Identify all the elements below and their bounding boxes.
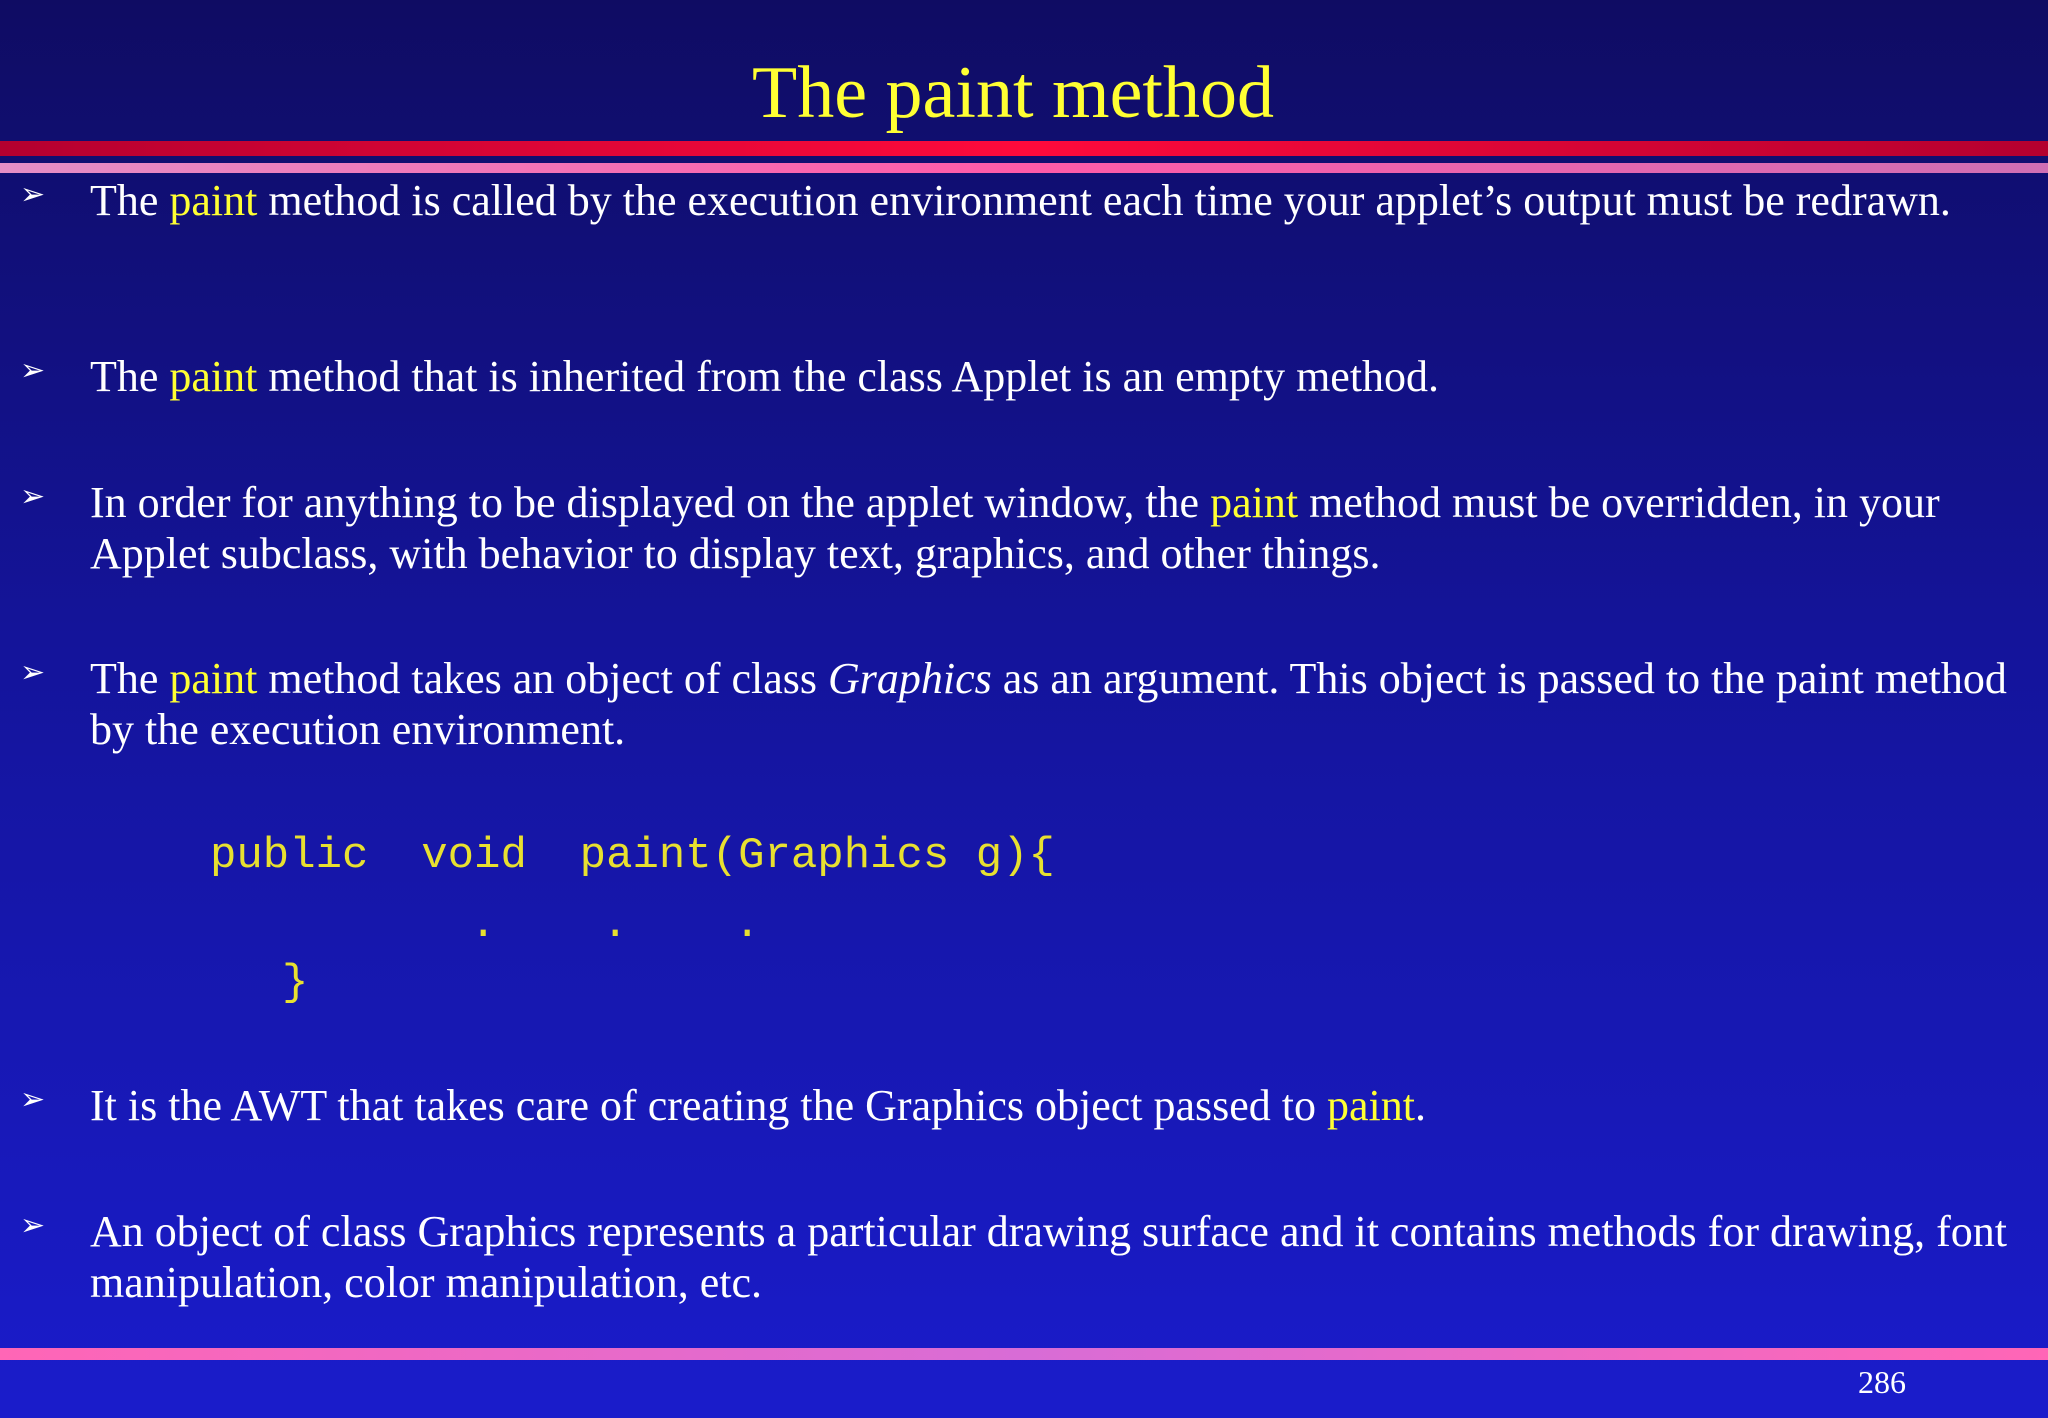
highlight-word: paint	[169, 654, 258, 703]
slide-title: The paint method	[752, 52, 1274, 134]
bullet-text: The paint method is called by the execution environment each time your applet’s output must be redrawn.	[90, 176, 1951, 225]
bullet-text: An object of class Graphics represents a particular drawing surface and it contains methods for drawing, font manipulation, color manipulation, etc.	[90, 1207, 2008, 1307]
arrowhead-bullet-icon: ➢	[20, 177, 46, 212]
highlight-word: paint	[1210, 478, 1299, 527]
arrowhead-bullet-icon: ➢	[20, 655, 46, 690]
arrowhead-bullet-icon: ➢	[20, 353, 46, 388]
highlight-word: paint	[169, 352, 258, 401]
bullet-text: The paint method that is inherited from the class Applet is an empty method.	[90, 352, 1440, 401]
arrowhead-bullet-icon: ➢	[20, 1208, 46, 1243]
code-line-signature: public void paint(Graphics g){	[210, 831, 1055, 881]
bullet-text: The paint method takes an object of class Graphics as an argument. This object is passed to the paint method by the execution environment.	[90, 654, 2007, 754]
highlight-word: paint	[169, 176, 258, 225]
arrowhead-bullet-icon: ➢	[20, 479, 46, 514]
page-number: 286	[1858, 1364, 1906, 1400]
code-line-closing-brace: }	[282, 958, 309, 1008]
arrowhead-bullet-icon: ➢	[20, 1082, 46, 1117]
bullet-text: It is the AWT that takes care of creating the Graphics object passed to paint.	[90, 1081, 1426, 1130]
bullet-text: In order for anything to be displayed on the applet window, the paint method must be overridden, in your Applet subclass, with behavior to display text, graphics, and other things.	[90, 478, 1940, 578]
title-divider-pink	[0, 163, 2048, 173]
footer-divider	[0, 1348, 2048, 1360]
highlight-word: paint	[1327, 1081, 1415, 1130]
italic-class-name: Graphics	[828, 654, 992, 703]
title-divider-red	[0, 141, 2048, 156]
code-line-ellipsis: . . .	[470, 900, 761, 950]
